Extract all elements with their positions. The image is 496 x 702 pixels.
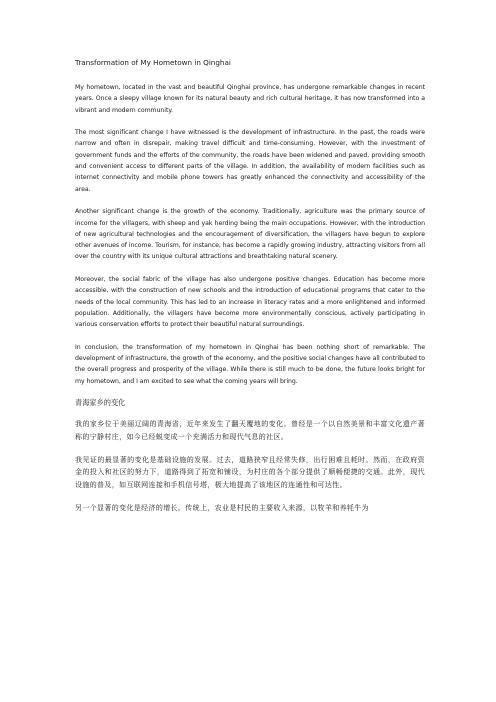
chinese-title: 青海家乡的变化 — [75, 398, 126, 408]
english-paragraph-4: Moreover, the social fabric of the village has also undergone positive changes. Education has become more accessible, with the construction of new schools and the introduction of educational programs that cater to the needs of the local community. This has led to an increase in literacy rates and a more enlightened and informed population. Additionally, the villagers have become more environmentally conscious, actively participating in various conservation efforts to protect their beautiful natural surroundings. — [75, 276, 425, 329]
english-paragraph-1: My hometown, located in the vast and beautiful Qinghai province, has undergone remarkable changes in recent years. Once a sleepy village known for its natural beauty and rich cultural heritage, it has now transformed into a vibrant and modern community. — [75, 84, 425, 114]
chinese-paragraph-2: 我见证的最显著的变化是基础设施的发展。过去，道路狭窄且经常失修，出行困难且耗时。然而，在政府资金的投入和社区的努力下，道路得到了拓宽和铺设，为村庄的各个部分提供了顺畅便捷的交通。此外，现代设施的普及，如互联网连接和手机信号塔，极大地提高了该地区的连通性和可达性。 — [75, 455, 425, 490]
english-paragraph-5: In conclusion, the transformation of my hometown in Qinghai has been nothing short of remarkable. The development of infrastructure, the growth of the economy, and the positive social changes have all contributed to the overall progress and prosperity of the village. While there is still much to be done, the future looks bright for my hometown, and I am excited to see what the coming years will bring. — [75, 343, 425, 385]
english-paragraph-2: The most significant change I have witnessed is the development of infrastructure. In the past, the roads were narrow and often in disrepair, making travel difficult and time-consuming. However, with the investment of government funds and the efforts of the community, the roads have been widened and paved, providing smooth and convenient access to different parts of the village. In addition, the availability of modern facilities such as internet connectivity and mobile phone towers has greatly enhanced the connectivity and accessibility of the area. — [75, 129, 425, 193]
chinese-paragraph-3: 另一个显著的变化是经济的增长。传统上，农业是村民的主要收入来源，以牧羊和养牦牛为 — [75, 503, 369, 512]
english-paragraph-3: Another significant change is the growth of the economy. Traditionally, agriculture was the primary source of income for the villagers, with sheep and yak herding being the main occupations. However, with the introduction of new agricultural technologies and the encouragement of diversification, the villagers have begun to explore other avenues of income. Tourism, for instance, has become a rapidly growing industry, attracting visitors from all over the country with its unique cultural attractions and breathtaking natural scenery. — [75, 208, 425, 261]
english-title: Transformation of My Hometown in Qinghai — [75, 58, 231, 67]
chinese-paragraph-1: 我的家乡位于美丽辽阔的青海省，近年来发生了翻天覆地的变化。曾经是一个以自然美景和丰富文化遗产著称的宁静村庄，如今已经蜕变成一个充满活力和现代气息的社区。 — [75, 420, 425, 442]
document-page — [75, 58, 425, 525]
